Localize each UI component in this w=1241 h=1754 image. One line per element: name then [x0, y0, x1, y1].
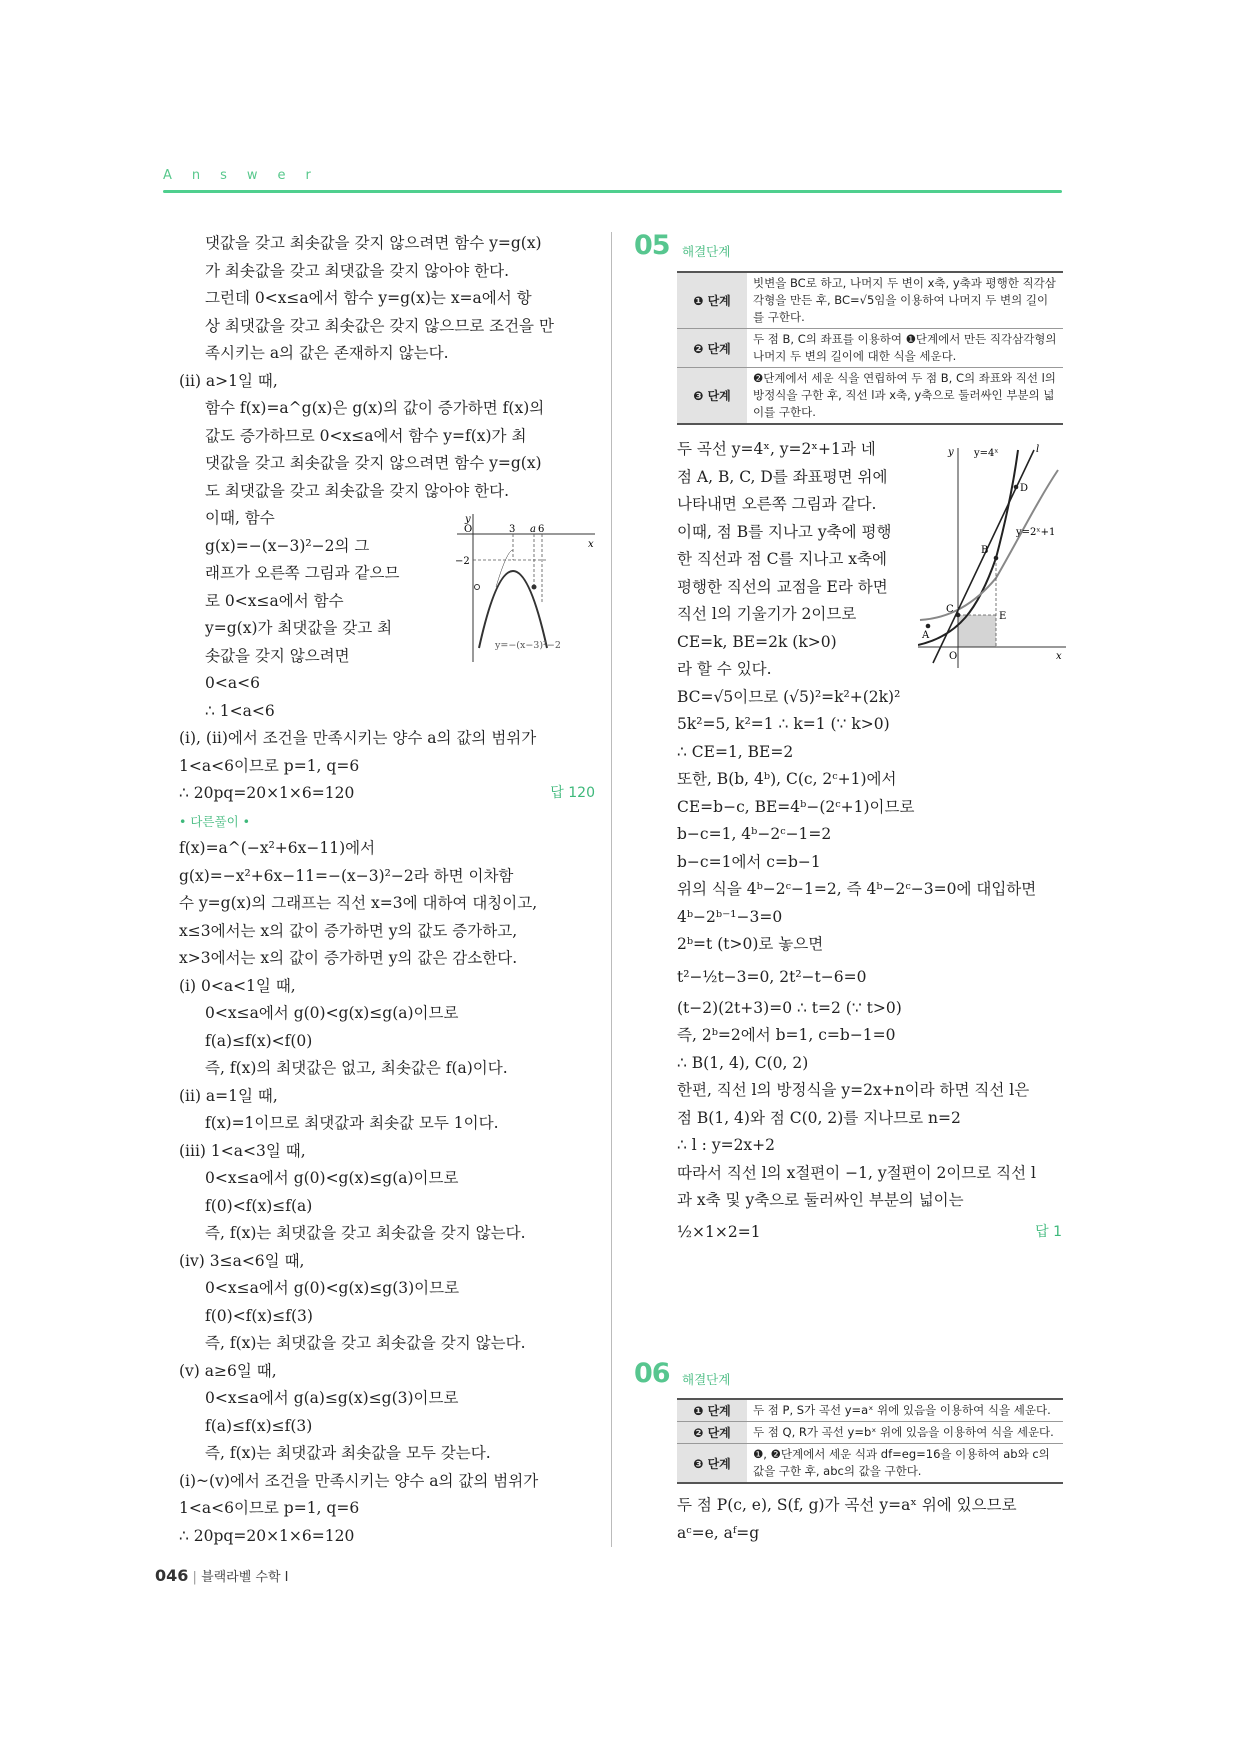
label-4x: y=4ˣ: [974, 448, 999, 459]
step-label: ❸ 단계: [677, 1444, 747, 1484]
text-line: 0<x≤a에서 g(0)<g(x)≤g(a)이므로: [205, 1169, 459, 1187]
step-label: ❷ 단계: [677, 1422, 747, 1444]
solution-steps-table: [677, 1398, 1063, 1484]
page-footer: 046 | 블랙라벨 수학 I: [155, 1566, 289, 1585]
answer-label: 답 1: [1035, 1223, 1062, 1240]
alt-solution-label: • 다른풀이 •: [179, 813, 250, 829]
text-line: f(0)<f(x)≤f(3): [205, 1306, 313, 1325]
step-label: ❶ 단계: [677, 272, 747, 329]
text-line: g(x)=−x²+6x−11=−(x−3)²−2라 하면 이차함: [179, 866, 514, 885]
text-line: f(x)=1이므로 최댓값과 최솟값 모두 1이다.: [205, 1114, 499, 1132]
text-line: b−c=1, 4ᵇ−2ᶜ−1=2: [677, 825, 832, 843]
text-line: y=g(x)가 최댓값을 갖고 최: [205, 619, 393, 637]
case-heading: (i) 0<a<1일 때,: [179, 976, 296, 995]
text-line: f(0)<f(x)≤f(a): [205, 1196, 313, 1215]
origin-label: O: [949, 651, 958, 662]
text-line: ∴ B(1, 4), C(0, 2): [677, 1053, 809, 1072]
label-E: E: [999, 611, 1007, 622]
label-2x-plus-1: y=2ˣ+1: [1016, 527, 1056, 538]
text-line: CE=b−c, BE=4ᵇ−(2ᶜ+1)이므로: [677, 797, 915, 816]
result-line: ½×1×2=1: [677, 1222, 761, 1241]
point-A: [926, 624, 931, 629]
text-line: BC=√5이므로 (√5)²=k²+(2k)²: [677, 687, 901, 706]
text-line: 래프가 오른쪽 그림과 같으므: [205, 564, 400, 582]
text-line: 1<a<6이므로 p=1, q=6: [179, 1499, 360, 1517]
tick-3: 3: [509, 524, 516, 535]
solution-steps-table: [677, 271, 1063, 425]
text-line: 점 B(1, 4)와 점 C(0, 2)를 지나므로 n=2: [677, 1108, 961, 1127]
parabola-curve: [479, 571, 547, 648]
point-D: [1014, 485, 1019, 490]
tick-6: 6: [538, 524, 545, 535]
p06-solution: [677, 1492, 1062, 1547]
text-line: (i), (ii)에서 조건을 만족시키는 양수 a의 값의 범위가: [179, 729, 537, 747]
text-line: 상 최댓값을 갖고 최솟값은 갖지 않으므로 조건을 만: [205, 316, 554, 335]
text-line: 4ᵇ−2ᵇ⁻¹−3=0: [677, 907, 783, 926]
step-text: 두 점 B, C의 좌표를 이용하여 ❶단계에서 만든 직각삼각형의 나머지 두 변의 길이에 대한 식을 세운다.: [747, 329, 1063, 368]
answer-label: 답 120: [550, 785, 595, 801]
text-line: 값도 증가하므로 0<x≤a에서 함수 y=f(x)가 최: [205, 426, 527, 445]
column-divider: [611, 232, 612, 1547]
text-line: g(x)=−(x−3)²−2의 그: [205, 536, 370, 555]
page-number: 046: [155, 1566, 189, 1585]
result-line: ∴ 20pq=20×1×6=120: [179, 784, 355, 802]
label-C: C: [946, 604, 954, 615]
step-text: 두 점 Q, R가 곡선 y=bˣ 위에 있음을 이용하여 식을 세운다.: [747, 1422, 1063, 1444]
text-line: 0<a<6: [205, 674, 260, 692]
text-line: 도 최댓값을 갖고 최솟값을 갖지 않아야 한다.: [205, 481, 510, 500]
text-line: 0<x≤a에서 g(a)≤g(x)≤g(3)이므로: [205, 1389, 459, 1407]
step-text: ❶, ❷단계에서 세운 식과 df=eg=16을 이용하여 ab와 c의 값을 구한 후, abc의 값을 구한다.: [747, 1444, 1063, 1484]
case-heading: (iii) 1<a<3일 때,: [179, 1141, 306, 1160]
case-heading: (ii) a>1일 때,: [179, 371, 278, 390]
text-line: 나타내면 오른쪽 그림과 같다.: [677, 495, 877, 513]
tick-a: a: [530, 524, 536, 535]
left-column: [179, 230, 595, 1550]
point-C: [956, 613, 961, 618]
text-line: (i)~(v)에서 조건을 만족시키는 양수 a의 값의 범위가: [179, 1471, 539, 1490]
text-line: 1<a<6이므로 p=1, q=6: [179, 756, 360, 775]
origin-label: O: [464, 524, 473, 535]
text-line: x>3에서는 x의 값이 증가하면 y의 값은 감소한다.: [179, 949, 518, 967]
text-line: f(a)≤f(x)<f(0): [205, 1031, 313, 1050]
text-line: 한 직선과 점 C를 지나고 x축에: [677, 550, 887, 568]
exponential-graph: [918, 440, 1068, 672]
label-l: l: [1036, 444, 1040, 455]
text-line: f(x)=a^(−x²+6x−11)에서: [179, 839, 376, 857]
step-text: 두 점 P, S가 곡선 y=aˣ 위에 있음을 이용하여 식을 세운다.: [747, 1399, 1063, 1422]
step-label: ❸ 단계: [677, 368, 747, 425]
step-row: [677, 329, 1063, 368]
step-label: ❶ 단계: [677, 1399, 747, 1422]
case-heading: (v) a≥6일 때,: [179, 1361, 277, 1380]
x-label: x: [588, 539, 594, 550]
label-D: D: [1020, 483, 1029, 494]
problem-number: 05: [634, 230, 670, 261]
text-line: 즉, f(x)의 최댓값은 없고, 최솟값은 f(a)이다.: [205, 1059, 508, 1077]
text-line: 함수 f(x)=a^g(x)은 g(x)의 값이 증가하면 f(x)의: [205, 399, 545, 417]
text-line: 따라서 직선 l의 x절편이 −1, y절편이 2이므로 직선 l: [677, 1163, 1037, 1182]
label-A: A: [922, 630, 930, 641]
text-line: 과 x축 및 y축으로 둘러싸인 부분의 넓이는: [677, 1191, 964, 1209]
text-line: 직선 l의 기울기가 2이므로: [677, 605, 857, 623]
text-line: 0<x≤a에서 g(0)<g(x)≤g(a)이므로: [205, 1004, 459, 1022]
curve-label: y=−(x−3)²−2: [495, 640, 561, 651]
text-line: 라 할 수 있다.: [677, 660, 772, 678]
text-line: 그런데 0<x≤a에서 함수 y=g(x)는 x=a에서 항: [205, 289, 532, 307]
text-line: ∴ CE=1, BE=2: [677, 742, 794, 761]
text-line: 위의 식을 4ᵇ−2ᶜ−1=2, 즉 4ᵇ−2ᶜ−3=0에 대입하면: [677, 880, 1037, 898]
text-line: 즉, 2ᵇ=2에서 b=1, c=b−1=0: [677, 1026, 896, 1044]
text-line: 점 A, B, C, D를 좌표평면 위에: [677, 467, 888, 486]
step-row: [677, 1422, 1063, 1444]
text-line: 가 최솟값을 갖고 최댓값을 갖지 않아야 한다.: [205, 261, 510, 280]
closed-point: [532, 585, 537, 590]
text-line: ∴ 1<a<6: [205, 701, 275, 720]
step-text: ❷단계에서 세운 식을 연립하여 두 점 B, C의 좌표와 직선 l의 방정식을 구한 후, 직선 l과 x축, y축으로 둘러싸인 부분의 넓이를 구한다.: [747, 368, 1063, 425]
text-line: CE=k, BE=2k (k>0): [677, 632, 837, 651]
text-line: 댓값을 갖고 최솟값을 갖지 않으려면 함수 y=g(x): [205, 234, 542, 252]
parabola-graph: [455, 512, 605, 662]
text-line: 족시키는 a의 값은 존재하지 않는다.: [205, 344, 449, 362]
text-line: f(a)≤f(x)≤f(3): [205, 1416, 313, 1435]
x-label: x: [1056, 651, 1062, 662]
step-row: [677, 1444, 1063, 1484]
text-line: 댓값을 갖고 최솟값을 갖지 않으려면 함수 y=g(x): [205, 454, 542, 472]
text-line: 두 점 P(c, e), S(f, g)가 곡선 y=aˣ 위에 있으므로: [677, 1496, 1017, 1514]
step-label: ❷ 단계: [677, 329, 747, 368]
text-line: aᶜ=e, aᶠ=g: [677, 1523, 760, 1542]
text-line: 5k²=5, k²=1 ∴ k=1 (∵ k>0): [677, 715, 890, 733]
tick-minus-2: −2: [455, 556, 470, 567]
case-heading: (iv) 3≤a<6일 때,: [179, 1251, 305, 1270]
point-B: [994, 556, 999, 561]
label-B: B: [981, 545, 989, 556]
text-line: x≤3에서는 x의 값이 증가하면 y의 값도 증가하고,: [179, 921, 518, 940]
text-line: 즉, f(x)는 최댓값과 최솟값을 모두 갖는다.: [205, 1444, 491, 1462]
text-line: 즉, f(x)는 최댓값을 갖고 최솟값을 갖지 않는다.: [205, 1334, 526, 1352]
text-line: 수 y=g(x)의 그래프는 직선 x=3에 대하여 대칭이고,: [179, 894, 538, 912]
text-line: 두 곡선 y=4ˣ, y=2ˣ+1과 네: [677, 440, 876, 458]
text-line: 이때, 함수: [205, 509, 275, 527]
text-line: 로 0<x≤a에서 함수: [205, 591, 344, 610]
text-line: 평행한 직선의 교점을 E라 하면: [677, 577, 888, 596]
y-label: y: [948, 447, 954, 458]
text-line: 또한, B(b, 4ᵇ), C(c, 2ᶜ+1)에서: [677, 770, 897, 788]
header-rule: [163, 190, 1062, 193]
step-text: 빗변을 BC로 하고, 나머지 두 변이 x축, y축과 평행한 직각삼각형을 만든 후, BC=√5임을 이용하여 나머지 두 변의 길이를 구한다.: [747, 272, 1063, 329]
text-line: 0<x≤a에서 g(0)<g(x)≤g(3)이므로: [205, 1279, 460, 1297]
book-title: 블랙라벨 수학 I: [201, 1570, 289, 1585]
text-line: 솟값을 갖지 않으려면: [205, 646, 350, 665]
open-point: [475, 585, 480, 590]
case-heading: (ii) a=1일 때,: [179, 1086, 278, 1105]
text-line: ∴ l : y=2x+2: [677, 1136, 776, 1154]
text-line: t²−½t−3=0, 2t²−t−6=0: [677, 967, 867, 986]
step-row: [677, 272, 1063, 329]
problem-number: 06: [634, 1358, 670, 1389]
text-line: b−c=1에서 c=b−1: [677, 852, 821, 871]
text-line: 한편, 직선 l의 방정식을 y=2x+n이라 하면 직선 l은: [677, 1081, 1030, 1099]
result-line: ∴ 20pq=20×1×6=120: [179, 1526, 355, 1545]
text-line: (t−2)(2t+3)=0 ∴ t=2 (∵ t>0): [677, 998, 902, 1017]
problem-tag: 해결단계: [682, 244, 731, 259]
y-label: y: [465, 514, 471, 525]
step-row: [677, 1399, 1063, 1422]
problem-tag: 해결단계: [682, 1372, 731, 1387]
step-row: [677, 368, 1063, 425]
header-answer-word: Answer: [163, 168, 331, 183]
text-line: 2ᵇ=t (t>0)로 놓으면: [677, 935, 824, 953]
text-line: 이때, 점 B를 지나고 y축에 평행: [677, 522, 892, 541]
text-line: 즉, f(x)는 최댓값을 갖고 최솟값을 갖지 않는다.: [205, 1224, 526, 1242]
